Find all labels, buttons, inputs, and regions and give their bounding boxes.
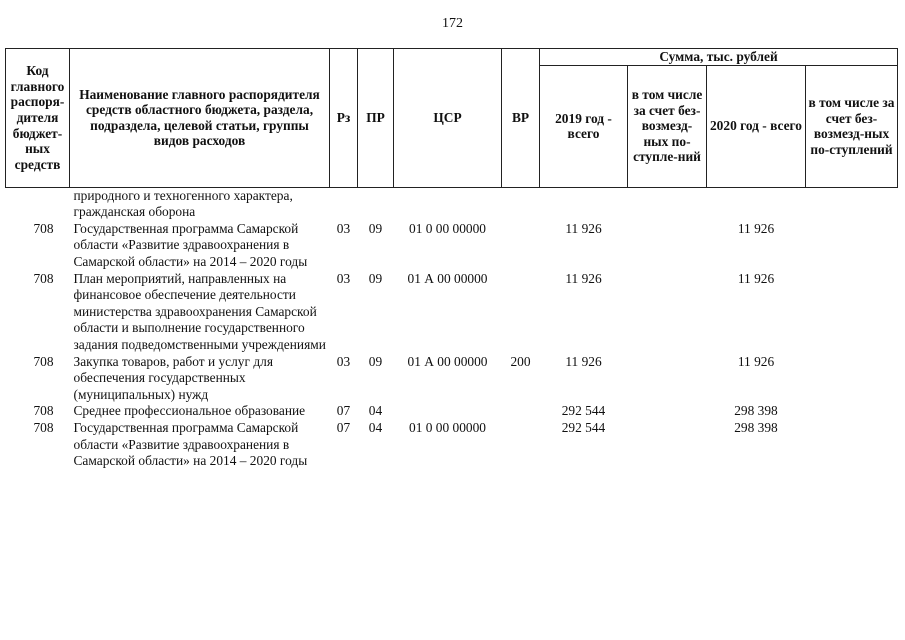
cell-pr: 04: [368, 419, 383, 435]
cell-2019-free: [628, 271, 707, 354]
header-2020-free: в том числе за счет без-возмезд-ных по-ступлений: [806, 65, 898, 187]
cell-name: Государственная программа Самарской области «Развитие здравоохранения в Самарской области» на 2014 – 2020 годы: [73, 220, 308, 269]
header-name: Наименование главного распорядителя средств областного бюджета, раздела, подраздела, целевой статьи, группы видов расходов: [70, 49, 330, 188]
cell-rz: 03: [336, 353, 351, 369]
header-2020-total: 2020 год - всего: [707, 65, 806, 187]
header-csr: ЦСР: [394, 49, 502, 188]
cell-rz: [330, 187, 358, 221]
cell-rz: 03: [336, 220, 351, 236]
cell-vr: [502, 221, 540, 271]
cell-2019-free: [628, 187, 707, 221]
cell-2019-total: 11 926: [565, 353, 602, 369]
table-header: [6, 49, 898, 188]
cell-csr: [394, 187, 502, 221]
cell-pr: [358, 187, 394, 221]
cell-name: План мероприятий, направленных на финансовое обеспечение деятельности министерства здравоохранения Самарской области и выполнение государственного задания подведомственными учреждениями: [73, 270, 326, 352]
table-row: [6, 354, 898, 404]
cell-pr: 09: [368, 270, 383, 286]
cell-2020-total: [707, 187, 806, 221]
header-vr: ВР: [502, 49, 540, 188]
cell-name: Государственная программа Самарской области «Развитие здравоохранения в Самарской области» на 2014 – 2020 годы: [73, 419, 308, 469]
cell-rz: 07: [336, 403, 351, 419]
header-sum: Сумма, тыс. рублей: [540, 49, 898, 66]
cell-vr: [502, 403, 540, 420]
table-body: [6, 187, 898, 470]
cell-name: Среднее профессиональное образование: [73, 403, 306, 419]
header-2019-free: в том числе за счет без-возмезд-ных по-ступле-ний: [628, 65, 707, 187]
header-2019-total: 2019 год - всего: [540, 65, 628, 187]
cell-pr: 09: [368, 220, 383, 236]
cell-2020-total: 298 398: [734, 403, 778, 419]
cell-code: 708: [33, 220, 54, 236]
cell-name: Закупка товаров, работ и услуг для обеспечения государственных (муниципальных) нужд: [73, 353, 273, 402]
cell-2020-total: 11 926: [737, 270, 775, 286]
cell-rz: 03: [336, 270, 351, 286]
cell-csr: 01 0 00 00000: [409, 220, 486, 236]
cell-code: [6, 187, 70, 221]
cell-2019-free: [628, 221, 707, 271]
cell-csr: 01 А 00 00000: [407, 353, 488, 369]
cell-code: 708: [33, 403, 54, 419]
cell-2020-free: [806, 221, 898, 271]
cell-2019-total: 292 544: [561, 403, 606, 419]
cell-vr: 200: [510, 353, 531, 369]
cell-2019-free: [628, 403, 707, 420]
table-row: [6, 420, 898, 470]
cell-2020-total: 11 926: [737, 353, 775, 369]
cell-code: 708: [33, 353, 54, 369]
cell-vr: [502, 420, 540, 470]
cell-2020-free: [806, 271, 898, 354]
cell-2019-total: [540, 187, 628, 221]
cell-rz: 07: [336, 419, 351, 435]
cell-code: 708: [33, 419, 54, 435]
cell-2019-free: [628, 420, 707, 470]
cell-pr: 09: [368, 353, 383, 369]
table-row: [6, 221, 898, 271]
cell-2019-free: [628, 354, 707, 404]
table-row: [6, 403, 898, 420]
cell-vr: [502, 271, 540, 354]
cell-2020-free: [806, 187, 898, 221]
cell-2020-free: [806, 403, 898, 420]
budget-table: [5, 48, 898, 470]
cell-2020-total: 298 398: [734, 419, 778, 435]
header-code: Код главного распоря-дителя бюджет-ных средств: [6, 49, 70, 188]
cell-2019-total: 11 926: [565, 220, 602, 236]
cell-2020-total: 11 926: [737, 220, 775, 236]
cell-csr: 01 0 00 00000: [409, 419, 486, 435]
cell-pr: 04: [368, 403, 383, 419]
cell-2020-free: [806, 420, 898, 470]
header-pr: ПР: [358, 49, 394, 188]
cell-vr: [502, 187, 540, 221]
cell-2019-total: 11 926: [565, 270, 602, 286]
cell-csr: [394, 403, 502, 420]
cell-2020-free: [806, 354, 898, 404]
table-row: [6, 271, 898, 354]
page-number: 172: [442, 16, 463, 31]
cell-2019-total: 292 544: [561, 419, 606, 435]
table-row: [6, 187, 898, 221]
cell-csr: 01 А 00 00000: [407, 270, 488, 286]
header-rz: Рз: [330, 49, 358, 188]
cell-code: 708: [33, 270, 54, 286]
cell-name: природного и техногенного характера, гражданская оборона: [73, 187, 293, 220]
